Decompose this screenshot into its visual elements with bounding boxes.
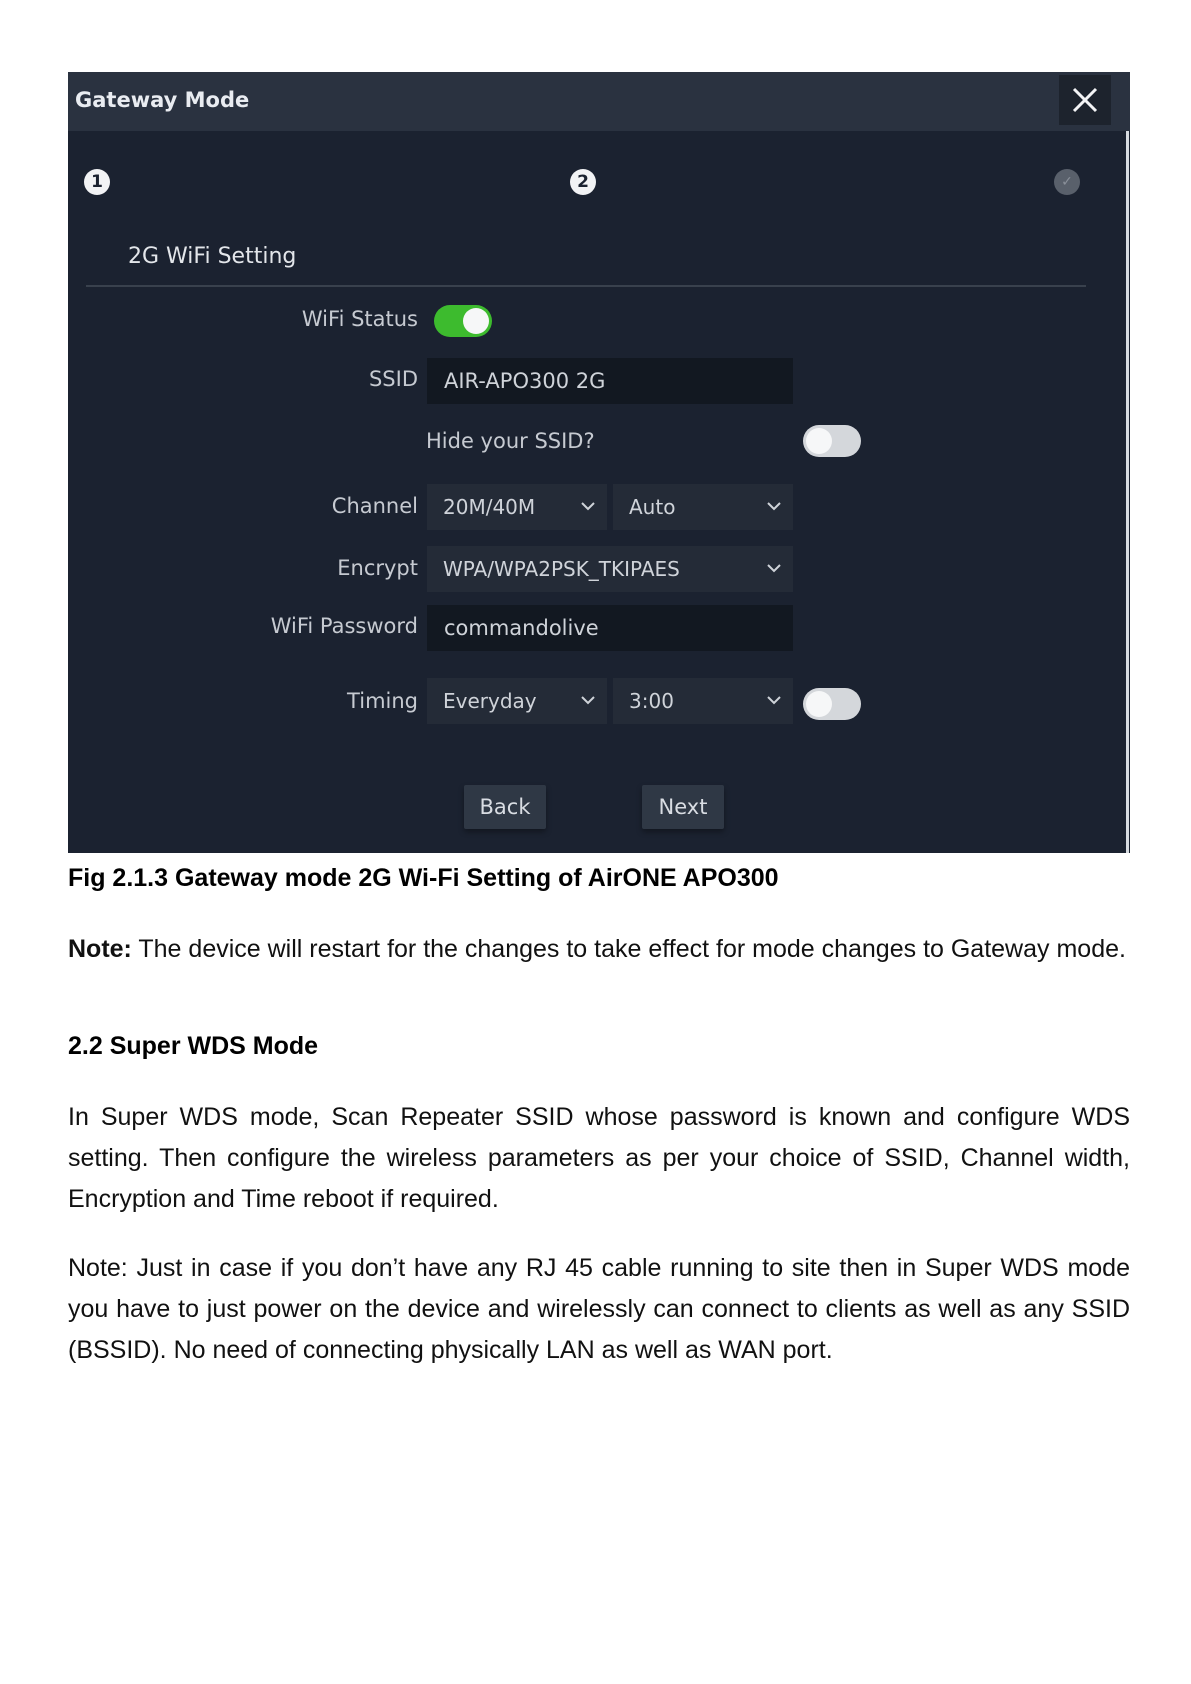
- ssid-input[interactable]: AIR-APO300 2G: [427, 358, 793, 404]
- next-button[interactable]: Next: [642, 785, 724, 829]
- step-1-indicator: 1: [84, 169, 110, 195]
- toggle-knob: [806, 428, 832, 454]
- toggle-knob: [463, 308, 489, 334]
- step-complete-check-icon: ✓: [1054, 169, 1080, 195]
- chevron-down-icon: [767, 564, 781, 573]
- note-label: Note:: [68, 935, 132, 963]
- encrypt-label: Encrypt: [337, 556, 418, 580]
- channel-width-select[interactable]: [427, 484, 607, 530]
- chevron-down-icon: [767, 696, 781, 705]
- channel-select[interactable]: [613, 484, 793, 530]
- chevron-down-icon: [581, 502, 595, 511]
- timing-toggle[interactable]: [803, 688, 861, 720]
- section-heading: 2.2 Super WDS Mode: [68, 1032, 319, 1060]
- timing-day-select[interactable]: [427, 678, 607, 724]
- encrypt-select[interactable]: [427, 546, 793, 592]
- dialog-right-border: [1126, 131, 1129, 853]
- back-button[interactable]: Back: [464, 785, 546, 829]
- hide-ssid-label: Hide your SSID?: [426, 429, 595, 453]
- wifi-password-input[interactable]: commandolive: [427, 605, 793, 651]
- wifi-status-toggle[interactable]: [434, 305, 492, 337]
- dialog-title: Gateway Mode: [75, 88, 250, 112]
- channel-value: Auto: [629, 495, 676, 519]
- wifi-status-label: WiFi Status: [301, 307, 418, 331]
- note-text: The device will restart for the changes to take effect for mode changes to Gateway mode.: [131, 935, 1126, 963]
- channel-width-value: 20M/40M: [443, 495, 536, 519]
- ssid-label: SSID: [368, 367, 418, 391]
- wifi-password-label: WiFi Password: [270, 614, 418, 638]
- encrypt-value: WPA/WPA2PSK_TKIPAES: [443, 557, 680, 581]
- timing-time-value: 3:00: [629, 689, 674, 713]
- chevron-down-icon: [581, 696, 595, 705]
- dialog-header: [68, 72, 1130, 131]
- hide-ssid-toggle[interactable]: [803, 425, 861, 457]
- timing-time-select[interactable]: [613, 678, 793, 724]
- toggle-knob: [806, 691, 832, 717]
- super-wds-note-paragraph: Note: Just in case if you don’t have any RJ 45 cable running to site then in Super WDS mode you have to just power on the device and wirelessly can connect to clients as well as any SSID (BSSID). No need of connecting physically LAN as well as WAN port.: [68, 1254, 1130, 1364]
- figure-caption: Fig 2.1.3 Gateway mode 2G Wi-Fi Setting of AirONE APO300: [68, 864, 779, 892]
- step-2-indicator: 2: [570, 169, 596, 195]
- timing-day-value: Everyday: [443, 689, 537, 713]
- close-button[interactable]: [1059, 75, 1111, 125]
- note-paragraph: [68, 929, 1130, 970]
- gateway-mode-dialog: [68, 72, 1130, 853]
- close-icon: [1072, 87, 1098, 113]
- channel-label: Channel: [331, 494, 418, 518]
- section-title: 2G WiFi Setting: [128, 244, 297, 269]
- chevron-down-icon: [767, 502, 781, 511]
- super-wds-paragraph: In Super WDS mode, Scan Repeater SSID whose password is known and configure WDS setting. Then configure the wireless parameters as per your choice of SSID, Channel width, Encryption and Time reboot if required.: [68, 1103, 1130, 1213]
- section-divider: [86, 285, 1086, 287]
- timing-label: Timing: [347, 689, 418, 713]
